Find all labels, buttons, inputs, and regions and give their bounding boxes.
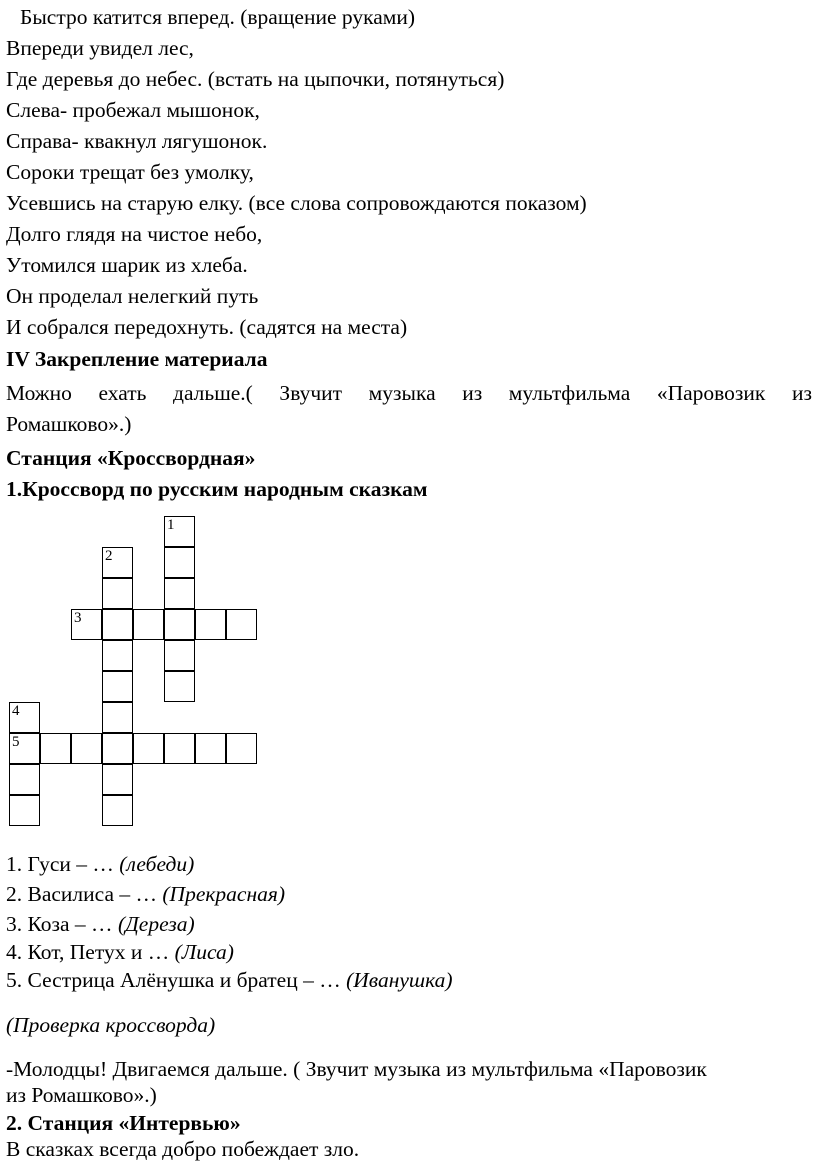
poem-line-11: И собрался передохнуть. (садятся на места) [6, 315, 408, 339]
word: из [462, 381, 483, 405]
clue-5: 5. Сестрица Алёнушка и братец – … (Иванушка) [6, 968, 453, 992]
paragraph-1-line-2: Ромашково».) [6, 412, 132, 436]
crossword-cell[interactable] [102, 547, 133, 578]
crossword-number: 5 [12, 734, 20, 750]
crossword-cell[interactable] [9, 702, 40, 733]
paragraph-2-line-1: -Молодцы! Двигаемся дальше. ( Звучит музыка из мультфильма «Паровозик [6, 1057, 707, 1081]
poem-line-1: Быстро катится вперед. (вращение руками) [20, 5, 416, 29]
crossword-cell[interactable] [9, 795, 40, 826]
poem-line-3: Где деревья до небес. (встать на цыпочки, потянуться) [6, 67, 505, 91]
crossword-cell[interactable] [164, 516, 195, 547]
crossword-cell[interactable] [102, 733, 133, 764]
crossword-cell[interactable] [164, 671, 195, 702]
section-heading: IV Закрепление материала [6, 347, 268, 371]
crossword-number: 1 [167, 517, 175, 533]
word: Можно [6, 381, 72, 405]
clue-answer: (Иванушка) [346, 968, 453, 992]
station-heading-2: 2. Станция «Интервью» [6, 1111, 241, 1135]
poem-line-6: Сороки трещат без умолку, [6, 160, 254, 184]
crossword-number: 4 [12, 703, 20, 719]
crossword-number: 2 [105, 548, 113, 564]
crossword-cell[interactable] [195, 733, 226, 764]
word: дальше.( [173, 381, 253, 405]
crossword-title: 1.Кроссворд по русским народным сказкам [6, 477, 428, 501]
paragraph-1-line-1 [6, 380, 812, 406]
poem-line-4: Слева- пробежал мышонок, [6, 98, 260, 122]
station-heading-1: Станция «Кроссвордная» [6, 446, 256, 470]
clue-4: 4. Кот, Петух и … (Лиса) [6, 940, 234, 964]
crossword-cell[interactable] [226, 609, 257, 640]
poem-line-9: Утомился шарик из хлеба. [6, 253, 248, 277]
crossword-cell[interactable] [102, 764, 133, 795]
poem-line-5: Справа- квакнул лягушонок. [6, 129, 268, 153]
clue-3: 3. Коза – … (Дереза) [6, 912, 195, 936]
crossword-cell[interactable] [102, 578, 133, 609]
crossword-cell[interactable] [226, 733, 257, 764]
crossword-number: 3 [74, 610, 82, 626]
word: «Паровозик [656, 381, 766, 405]
crossword-cell[interactable] [164, 578, 195, 609]
word: мультфильма [508, 381, 631, 405]
crossword-cell[interactable] [133, 733, 164, 764]
crossword-grid [9, 516, 261, 796]
clue-answer: (Прекрасная) [162, 882, 286, 906]
poem-line-10: Он проделал нелегкий путь [6, 284, 259, 308]
word: из [791, 381, 812, 405]
crossword-cell[interactable] [102, 671, 133, 702]
poem-line-7: Усевшись на старую елку. (все слова сопровождаются показом) [6, 191, 587, 215]
crossword-cell[interactable] [164, 609, 195, 640]
check-note: (Проверка кроссворда) [6, 1013, 216, 1037]
crossword-cell[interactable] [195, 609, 226, 640]
poem-line-8: Долго глядя на чистое небо, [6, 222, 263, 246]
crossword-cell[interactable] [9, 764, 40, 795]
crossword-cell[interactable] [164, 547, 195, 578]
crossword-cell[interactable] [71, 609, 102, 640]
crossword-cell[interactable] [102, 609, 133, 640]
crossword-cell[interactable] [164, 733, 195, 764]
crossword-cell[interactable] [102, 702, 133, 733]
word: ехать [98, 381, 147, 405]
crossword-cell[interactable] [102, 640, 133, 671]
clue-answer: (лебеди) [119, 852, 195, 876]
clue-answer: (Лиса) [174, 940, 234, 964]
poem-line-2: Впереди увидел лес, [6, 36, 194, 60]
crossword-cell[interactable] [133, 609, 164, 640]
paragraph-2-line-2: из Ромашково».) [6, 1083, 157, 1107]
crossword-cell[interactable] [71, 733, 102, 764]
word: музыка [368, 381, 436, 405]
clue-1: 1. Гуси – … (лебеди) [6, 852, 195, 876]
word: Звучит [279, 381, 343, 405]
crossword-cell[interactable] [9, 733, 40, 764]
crossword-cell[interactable] [102, 795, 133, 826]
crossword-cell[interactable] [164, 640, 195, 671]
crossword-cell[interactable] [40, 733, 71, 764]
last-line: В сказках всегда добро побеждает зло. [6, 1137, 360, 1161]
clue-2: 2. Василиса – … (Прекрасная) [6, 882, 286, 906]
clue-answer: (Дереза) [117, 912, 195, 936]
